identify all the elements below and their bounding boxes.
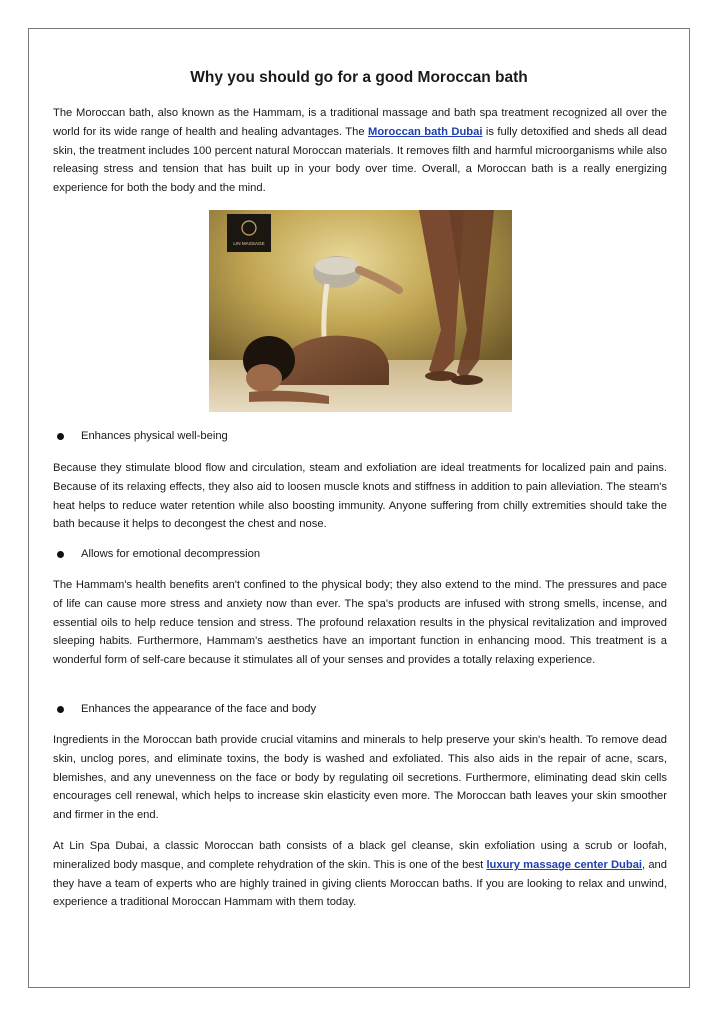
moroccan-bath-dubai-link[interactable]: Moroccan bath Dubai — [368, 125, 483, 138]
closing-text-1: At Lin Spa Dubai, a classic Moroccan bath consists of a black gel cleanse, skin exfoliation using a scrub or loofah, mineralized body masque, and complete rehydration of the skin. This is one of the best — [53, 840, 667, 871]
bullet-emotional — [53, 546, 260, 562]
hammam-photo — [209, 210, 512, 412]
closing-text-2: , and they have a team of experts who are highly trained in giving clients Moroccan baths. If you are looking to relax and unwind, experience a traditional Moroccan Hammam with them today. — [53, 858, 667, 909]
page-title: Why you should go for a good Moroccan bath — [190, 69, 528, 86]
bullet-dot-icon — [57, 706, 64, 713]
closing-paragraph — [53, 837, 667, 912]
bullet-physical — [53, 428, 228, 444]
section-paragraph: Ingredients in the Moroccan bath provide crucial vitamins and minerals to help preserve your skin's health. To remove dead skin, unclog pores, and eliminate toxins, the body is washed and exfoliated. This also aids in the repair of acne, scars, blemishes, and any unevenness on the face or body by regulating oil secretions. Furthermore, eliminating dead skin cells encourages cell renewal, which helps to increase skin elasticity even more. The Moroccan bath leaves your skin smoother and firmer in the end. — [53, 734, 667, 822]
luxury-massage-center-link[interactable]: luxury massage center Dubai — [486, 858, 643, 871]
bullet-label: Enhances the appearance of the face and body — [81, 703, 317, 715]
bullet-dot-icon — [57, 551, 64, 558]
intro-paragraph — [53, 104, 667, 198]
logo-text: LIN MASSAGE — [233, 241, 265, 246]
bullet-label: Enhances physical well-being — [81, 430, 228, 442]
bullet-dot-icon — [57, 433, 64, 440]
section-paragraph: The Hammam's health benefits aren't confined to the physical body; they also extend to the mind. The pressures and pace of life can cause more stress and anxiety now than ever. The spa's products are infused with strong smells, incense, and essential oils to help reduce tension and stress. The profound relaxation results in the physical revitalization and improved sleeping habits. Furthermore, Hammam's aesthetics have an important function in enhancing mood. This treatment is a wonderful form of self-care because it stimulates all of your senses and provides a totally relaxing experience. — [53, 579, 667, 667]
section-paragraph: Because they stimulate blood flow and circulation, steam and exfoliation are ideal treatments for localized pain and pains. Because of its relaxing effects, they also aid to loosen muscle knots and stiffness in addition to pain alleviation. The steam's heat helps to reduce water retention while also boosting immunity. Anyone suffering from chilly extremities should take the bath because it helps to decongest the chest and nose. — [53, 462, 667, 531]
document-page — [28, 28, 690, 988]
intro-text-1: The Moroccan bath, also known as the Hammam, is a traditional massage and bath spa treatment recognized all over the world for its wide range of health and healing advantages. The — [53, 107, 667, 138]
intro-text-2: is fully detoxified and sheds all dead skin, the treatment includes 100 percent natural Moroccan materials. It removes filth and harmful microorganisms while also releasing stress and tension that has built up in your body over time. Overall, a Moroccan bath is a really energizing experience for both the body and the mind. — [53, 125, 667, 195]
bullet-label: Allows for emotional decompression — [81, 548, 261, 560]
bullet-appearance — [53, 701, 316, 717]
